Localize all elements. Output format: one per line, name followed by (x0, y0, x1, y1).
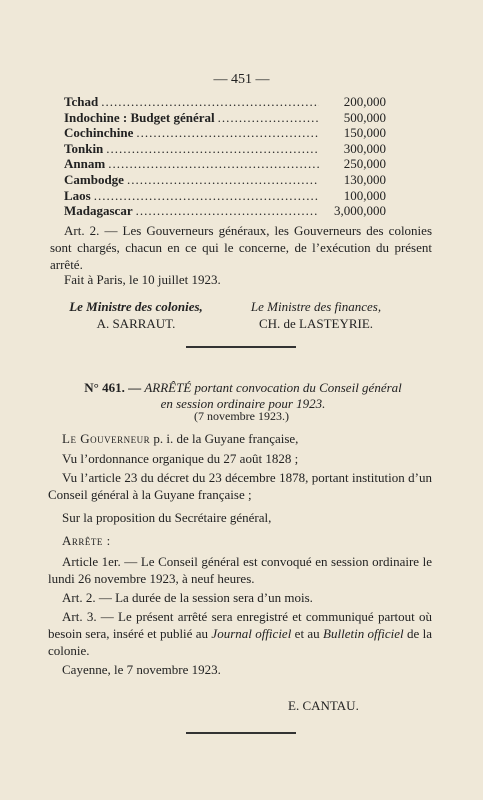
bottom-divider (186, 732, 296, 734)
article1-paragraph (48, 553, 432, 587)
art2-text: Art. 2. — Les Gouverneurs généraux, les Gouverneurs des colonies sont chargés, chacun en ce qui le concerne, de l’exécution du présent arrêté. (50, 223, 432, 272)
decree-number: N° 461. — (84, 380, 142, 395)
article3-bulletin: Bulletin officiel (323, 626, 404, 641)
article3-paragraph (48, 608, 432, 659)
signature-left-name: A. SARRAUT. (96, 316, 176, 331)
arrete-heading: Arrête : (62, 533, 111, 548)
signature-right (236, 298, 396, 332)
budget-row (64, 156, 386, 172)
budget-row-leader (101, 94, 319, 110)
decree-title-line2: en session ordinaire pour 1923. (160, 396, 326, 411)
signature-right-name: CH. de LASTEYRIE. (258, 316, 374, 331)
vu1-paragraph: Vu l’ordonnance organique du 27 août 1828 ; (62, 451, 299, 466)
budget-row-amount: 200,000 (343, 94, 386, 109)
budget-table (64, 94, 386, 219)
governor-line (62, 430, 432, 447)
budget-row-name: Annam (64, 156, 106, 172)
budget-row-leader (136, 125, 319, 141)
budget-row-name: Indochine : Budget général (64, 109, 215, 125)
article3-text-b: et au (291, 626, 324, 641)
budget-row-amount: 3,000,000 (334, 203, 386, 219)
governor-label: Le Gouverneur (62, 431, 151, 446)
budget-row-leader (127, 172, 319, 188)
page-number: — 451 — (213, 72, 270, 87)
budget-row-name: Laos (64, 187, 91, 203)
budget-row (64, 141, 386, 157)
budget-row-leader (136, 203, 319, 219)
budget-row (64, 110, 386, 126)
proposition-paragraph: Sur la proposition du Secrétaire général, (62, 510, 272, 525)
budget-row-name: Tonkin (64, 140, 104, 156)
article2-paragraph: Art. 2. — La durée de la session sera d’un mois. (62, 590, 313, 605)
budget-row-amount: 300,000 (343, 140, 386, 156)
budget-row (64, 203, 386, 219)
budget-row-leader (106, 141, 319, 157)
signature-left-title: Le Ministre des colonies, (69, 299, 203, 314)
budget-row-leader (218, 110, 319, 126)
budget-row-amount: 150,000 (343, 125, 386, 141)
section-divider (186, 346, 296, 348)
budget-row-amount: 250,000 (343, 156, 386, 172)
signature-left (56, 298, 216, 332)
art2-paragraph (50, 222, 432, 273)
article1-text: Article 1er. — Le Conseil général est convoqué en session ordinaire le lundi 26 novembre 1923, à neuf heures. (48, 554, 432, 586)
budget-row-leader (94, 188, 319, 204)
article3-text-a: Art. 3. — Le présent arrêté sera enregistré et communiqué partout où besoin sera, inséré et publié au (48, 609, 432, 641)
budget-row-amount: 130,000 (343, 171, 386, 187)
budget-row (64, 125, 386, 141)
signed-place-date: Fait à Paris, le 10 juillet 1923. (64, 272, 221, 287)
budget-row-name: Cambodge (64, 171, 124, 187)
decree-title (48, 380, 438, 412)
budget-row-name: Tchad (64, 94, 99, 109)
decree-signature: E. CANTAU. (288, 698, 359, 713)
article3-journal: Journal officiel (211, 626, 292, 641)
budget-row (64, 188, 386, 204)
budget-row-leader (108, 156, 319, 172)
governor-rest: p. i. de la Guyane française, (153, 431, 299, 446)
budget-row-amount: 100,000 (343, 187, 386, 203)
budget-row (64, 94, 386, 110)
signature-right-title: Le Ministre des finances, (250, 299, 382, 314)
budget-row-name: Cochinchine (64, 125, 134, 141)
decree-title-line1: ARRÊTÉ portant convocation du Conseil général (144, 380, 402, 395)
decree-date: (7 novembre 1923.) (194, 409, 289, 423)
budget-row-amount: 500,000 (343, 109, 386, 125)
cayenne-place-date: Cayenne, le 7 novembre 1923. (62, 662, 221, 677)
budget-row-name: Madagascar (64, 203, 133, 219)
article3-text-c: de la colonie. (48, 626, 433, 658)
vu2-text: Vu l’article 23 du décret du 23 décembre 1878, portant institution d’un Conseil général à la Guyane française ; (48, 470, 432, 502)
budget-row (64, 172, 386, 188)
vu2-paragraph (48, 469, 432, 503)
